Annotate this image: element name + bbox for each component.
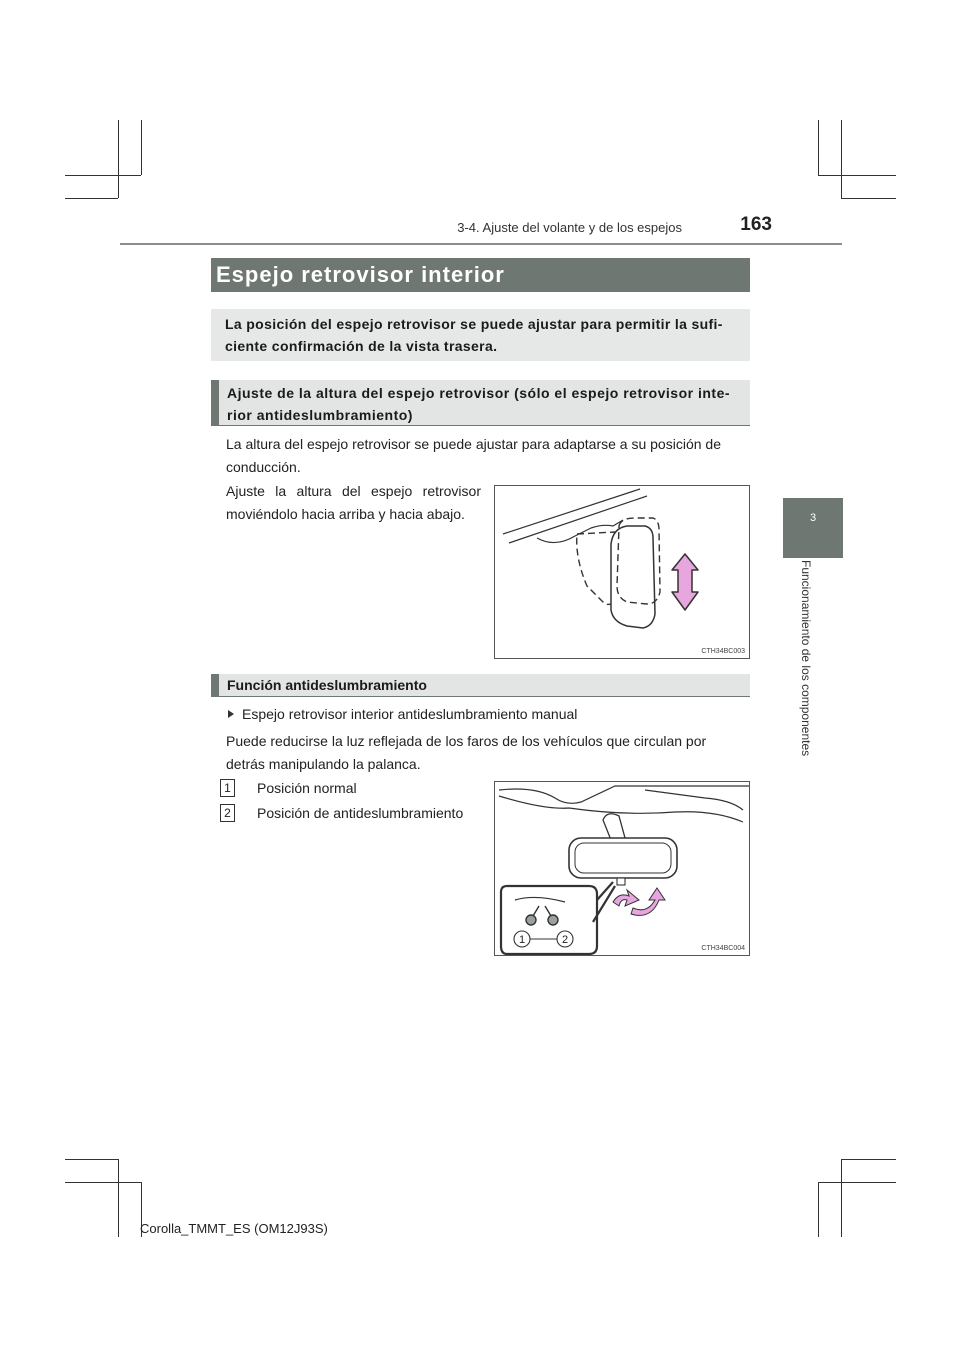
item-number: 2 (220, 804, 235, 822)
callout-2: 2 (561, 934, 569, 946)
bullet-item (226, 703, 746, 726)
crop-mark (818, 175, 896, 176)
crop-mark (65, 1159, 118, 1160)
paragraph-height-instruction: Ajuste la altura del espejo retrovisor moviéndolo hacia arriba y hacia abajo. (226, 483, 481, 522)
crop-mark (841, 120, 842, 198)
paragraph-height-intro: La altura del espejo retrovisor se puede ajustar para adaptarse a su posición de conducción. (226, 436, 721, 475)
figure-code: CTH34BC003 (701, 648, 745, 655)
section-heading-height-adjust: Ajuste de la altura del espejo retrovisor (sólo el espejo retrovisor inte-rior antideslumbramiento) (211, 380, 750, 426)
page-number: 163 (740, 214, 772, 235)
chapter-title: Funcionamiento de los componentes (799, 560, 813, 757)
crop-mark (818, 120, 819, 175)
crop-mark (841, 1159, 896, 1160)
crop-mark (65, 175, 141, 176)
section-heading-antiglare: Función antideslumbramiento (211, 674, 750, 697)
crop-mark (118, 1159, 119, 1237)
figure-code: CTH34BC004 (701, 945, 745, 952)
crop-mark (841, 1159, 842, 1237)
bullet-text: Espejo retrovisor interior antideslumbramiento manual (242, 706, 578, 722)
crop-mark (65, 198, 118, 199)
header-rule (120, 243, 842, 245)
crop-mark (118, 120, 119, 198)
paragraph-antiglare: Puede reducirse la luz reflejada de los faros de los vehículos que circulan por detrás manipulando la palanca. (226, 733, 707, 772)
item-label: Posición normal (257, 780, 357, 796)
crop-mark (65, 1182, 141, 1183)
figure-mirror-height (494, 485, 750, 659)
crop-mark (818, 1182, 819, 1237)
callout-1: 1 (518, 934, 526, 946)
bullet-triangle-icon (228, 710, 234, 718)
mirror-antiglare-illustration (495, 782, 750, 956)
mirror-height-illustration (495, 486, 750, 659)
figure-mirror-antiglare (494, 781, 750, 956)
item-number: 1 (220, 779, 235, 797)
item-label: Posición de antideslumbramiento (257, 805, 464, 821)
list-item (220, 777, 500, 800)
crop-mark (841, 198, 896, 199)
crop-mark (141, 120, 142, 175)
intro-box: La posición del espejo retrovisor se puede ajustar para permitir la sufi-ciente confirmación de la vista trasera. (211, 309, 750, 361)
chapter-title-vertical (799, 560, 823, 760)
crop-mark (818, 1182, 896, 1183)
chapter-tab: 3 (783, 498, 843, 558)
list-item (220, 802, 500, 825)
document-id: Corolla_TMMT_ES (OM12J93S) (140, 1221, 328, 1236)
section-path: 3-4. Ajuste del volante y de los espejos (457, 220, 682, 235)
page-title: Espejo retrovisor interior (211, 258, 750, 292)
